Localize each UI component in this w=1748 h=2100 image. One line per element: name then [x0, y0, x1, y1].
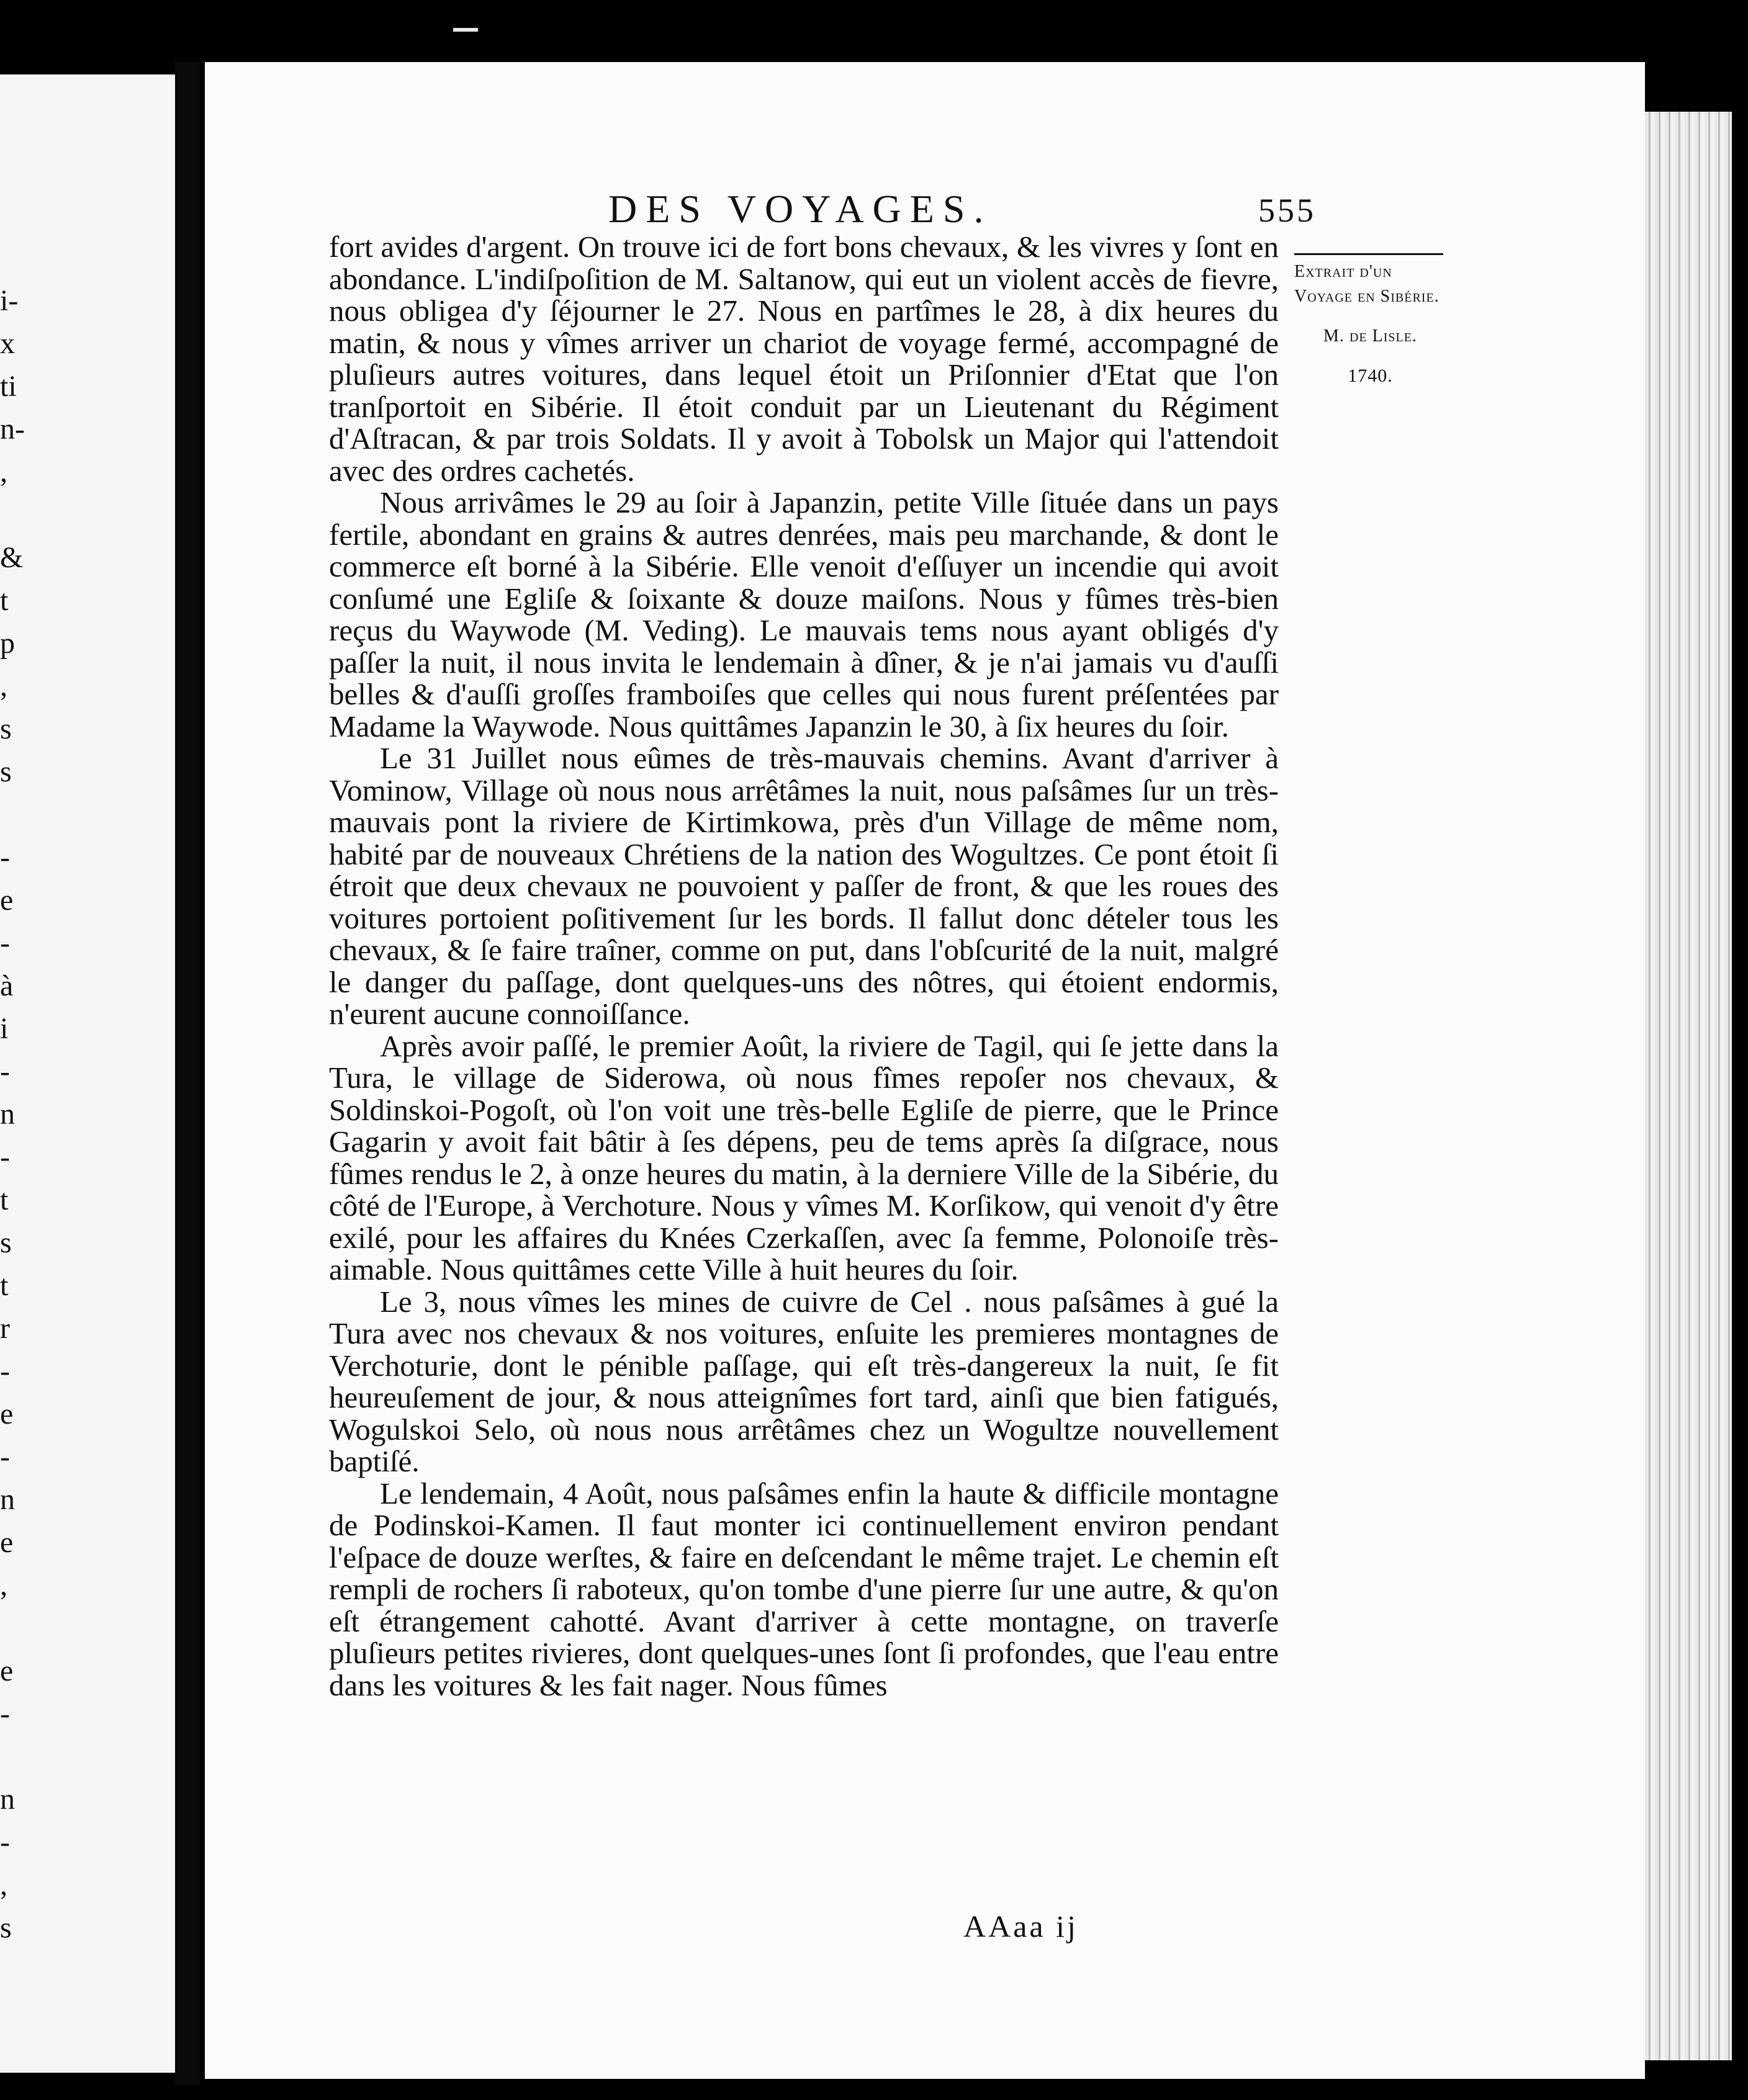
paragraph-3: Le 31 Juillet nous eûmes de très-mauvais chemins. Avant d'arriver à Vominow, Village où nous nous arrêtâmes la nuit, nous paſsâmes ſur un très-mauvais pont la riviere de Kirtimkowa, près d'un Village de même nom, habité par de nouveaux Chrétiens de la nation des Wogultzes. Ce pont étoit ſi étroit que deux chevaux ne pouvoient y paſſer de front, & que les roues des voitures portoient poſitivement ſur les bords. Il fallut donc dételer tous les chevaux, & ſe faire traîner, comme on put, dans l'obſcurité de la nuit, malgré le danger du paſſage, dont quelques-uns des nôtres, qui étoient endormis, n'eurent aucune connoiſſance.: [329, 741, 1279, 1031]
margin-note-title: Extrait d'un Voyage en Sibérie.: [1294, 262, 1439, 306]
margin-note-author: M. de Lisle.: [1323, 326, 1417, 346]
paragraph-6: Le lendemain, 4 Août, nous paſsâmes enfin la haute & difficile montagne de Podinskoi-Kamen. Il faut monter ici continuellement environ pendant l'eſpace de douze werſtes, & faire en deſcendant le même trajet. Le chemin eſt rempli de rochers ſi raboteux, qu'on tombe d'une pierre ſur une autre, & qu'on eſt étrangement cahotté. Avant d'arriver à cette montagne, on traverſe pluſieurs petites rivieres, dont quelques-unes ſont ſi profondes, que l'eau entre dans les voitures & les fait nager. Nous fûmes: [329, 1476, 1279, 1702]
scan-mark: [453, 28, 478, 32]
margin-note-year: 1740.: [1348, 366, 1393, 386]
left-page-text-fragments: i- x ti n- , & t p , s s - e - à i - n - t s t r - e - n e , e - n - , s: [0, 284, 25, 1944]
page-edges: [1645, 112, 1732, 2060]
body-text: [329, 231, 1279, 1919]
paragraph-5: Le 3, nous vîmes les mines de cuivre de Cel . nous paſsâmes à gué la Tura avec nos chevaux & nos voitures, enſuite les premieres montagnes de Verchoturie, dont le pénible paſſage, qui eſt très-dangereux la nuit, ſe fit heureuſement de jour, & nous atteignîmes fort tard, ainſi que bien fatigués, Wogulskoi Selo, où nous nous arrêtâmes chez un Wogultze nouvellement baptiſé.: [329, 1284, 1279, 1478]
book-gutter: [175, 62, 200, 2085]
page-number: 555: [1258, 192, 1316, 229]
paragraph-4: Après avoir paſſé, le premier Août, la riviere de Tagil, qui ſe jette dans la Tura, le village de Siderowa, où nous fîmes repoſer nos chevaux, & Soldinskoi-Pogoſt, où l'on voit une très-belle Egliſe de pierre, que le Prince Gagarin y avoit fait bâtir à ſes dépens, peu de tems après ſa diſgrace, nous fûmes rendus le 2, à onze heures du matin, à la derniere Ville de la Sibérie, du côté de l'Europe, à Verchoture. Nous y vîmes M. Korſikow, qui venoit d'y être exilé, pour les affaires du Knées Czerkaſſen, avec ſa femme, Polonoiſe très-aimable. Nous quittâmes cette Ville à huit heures du ſoir.: [329, 1028, 1279, 1286]
signature-mark: AAaa ij: [963, 1909, 1078, 1944]
left-facing-page: [0, 74, 175, 2073]
paragraph-1: fort avides d'argent. On trouve ici de fort bons chevaux, & les vivres y ſont en abondance. L'indiſpoſition de M. Saltanow, qui eut un violent accès de fievre, nous obligea d'y ſéjourner le 27. Nous en partîmes le 28, à dix heures du matin, & nous y vîmes arriver un chariot de voyage fermé, accompagné de pluſieurs autres voitures, dans lequel étoit un Priſonnier d'Etat que l'on tranſportoit en Sibérie. Il étoit conduit par un Lieutenant du Régiment d'Aſtracan, & par trois Soldats. Il y avoit à Tobolsk un Major qui l'attendoit avec des ordres cachetés.: [329, 230, 1279, 488]
paragraph-2: Nous arrivâmes le 29 au ſoir à Japanzin, petite Ville ſituée dans un pays fertile, abondant en grains & autres denrées, mais peu marchande, & dont le commerce eſt borné à la Sibérie. Elle venoit d'eſſuyer un incendie qui avoit conſumé une Egliſe & ſoixante & douze maiſons. Nous y fûmes très-bien reçus du Waywode (M. Veding). Le mauvais tems nous ayant obligés d'y paſſer la nuit, il nous invita le lendemain à dîner, & je n'ai jamais vu d'auſſi belles & d'auſſi groſſes framboiſes que celles qui nous furent préſentées par Madame la Waywode. Nous quittâmes Japanzin le 30, à ſix heures du ſoir.: [329, 485, 1279, 743]
margin-note: [1294, 248, 1446, 388]
running-title: DES VOYAGES.: [608, 187, 993, 231]
